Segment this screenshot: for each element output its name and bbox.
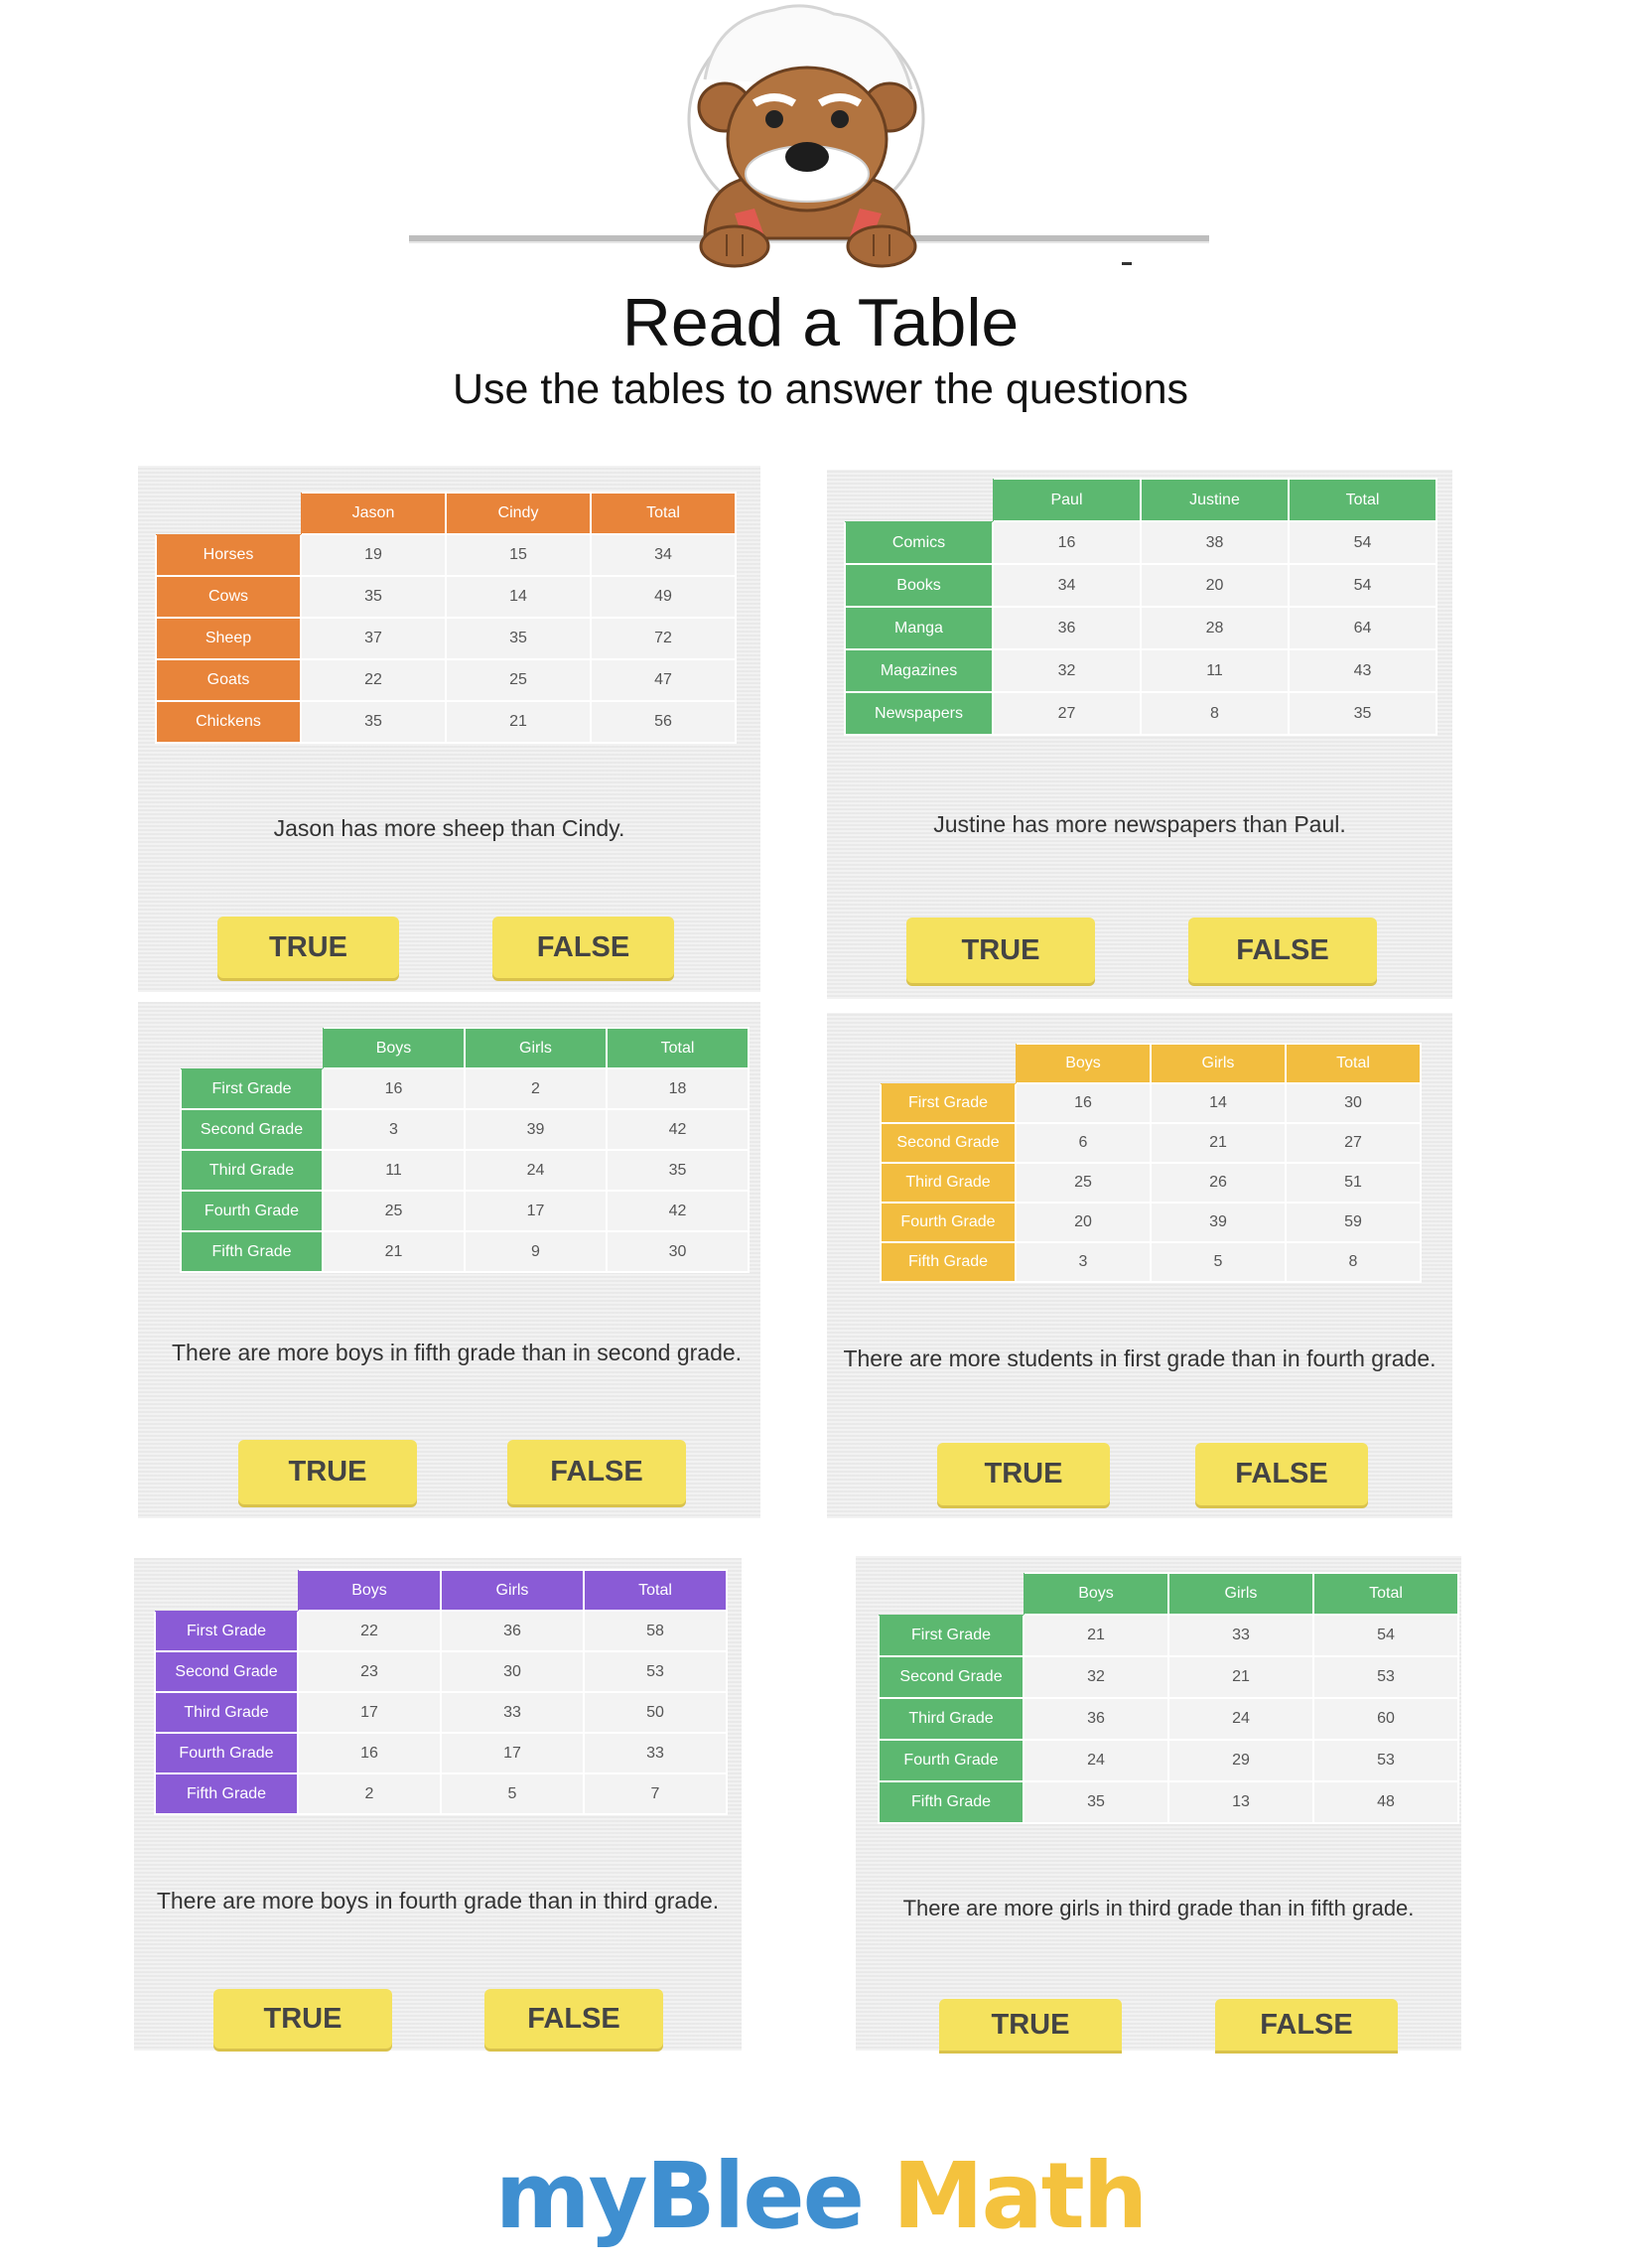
table-cell: 16: [298, 1733, 441, 1773]
table-cell: 35: [301, 701, 446, 743]
table-cell: 24: [1168, 1698, 1313, 1740]
row-header: First Grade: [881, 1083, 1016, 1123]
table-cell: 33: [584, 1733, 727, 1773]
table-cell: 9: [465, 1231, 607, 1272]
false-button[interactable]: FALSE: [507, 1440, 686, 1504]
row-header: Fourth Grade: [155, 1733, 298, 1773]
row-header: Third Grade: [879, 1698, 1024, 1740]
row-header: Fifth Grade: [879, 1781, 1024, 1823]
table-cell: 21: [446, 701, 591, 743]
true-button[interactable]: TRUE: [937, 1443, 1110, 1505]
table-cell: 43: [1289, 649, 1436, 692]
column-header: Girls: [1168, 1573, 1313, 1615]
data-table: [880, 1043, 1422, 1283]
table-cell: 35: [301, 576, 446, 618]
question-statement: Jason has more sheep than Cindy.: [273, 815, 625, 841]
column-header: Girls: [441, 1570, 584, 1611]
false-button[interactable]: FALSE: [492, 917, 674, 978]
table-cell: 34: [993, 564, 1141, 607]
table-cell: 21: [1024, 1615, 1168, 1656]
table-cell: 50: [584, 1692, 727, 1733]
table-cell: 6: [1016, 1123, 1151, 1163]
table-cell: 60: [1313, 1698, 1458, 1740]
table-cell: 23: [298, 1651, 441, 1692]
column-header: Total: [1289, 479, 1436, 521]
table-cell: 15: [446, 534, 591, 576]
question-statement: There are more boys in fourth grade than in third grade.: [156, 1888, 720, 1914]
page-title: Read a Table: [621, 285, 1020, 360]
data-table: [844, 478, 1437, 736]
table-cell: 17: [465, 1191, 607, 1231]
table-cell: 35: [446, 618, 591, 659]
row-header: Books: [845, 564, 993, 607]
table-cell: 51: [1286, 1163, 1421, 1203]
row-header: Fourth Grade: [881, 1203, 1016, 1242]
table-corner: [181, 1028, 323, 1068]
table-cell: 72: [591, 618, 736, 659]
table-cell: 36: [1024, 1698, 1168, 1740]
column-header: Justine: [1141, 479, 1289, 521]
false-button[interactable]: FALSE: [1188, 918, 1377, 983]
table-cell: 17: [298, 1692, 441, 1733]
row-header: First Grade: [155, 1611, 298, 1651]
data-table: [154, 1569, 728, 1815]
column-header: Total: [1286, 1044, 1421, 1083]
row-header: Third Grade: [881, 1163, 1016, 1203]
table-cell: 20: [1016, 1203, 1151, 1242]
column-header: Total: [591, 493, 736, 534]
row-header: First Grade: [181, 1068, 323, 1109]
row-header: Sheep: [156, 618, 301, 659]
question-statement: Justine has more newspapers than Paul.: [933, 811, 1346, 837]
table-cell: 16: [323, 1068, 465, 1109]
table-cell: 54: [1313, 1615, 1458, 1656]
table-cell: 49: [591, 576, 736, 618]
row-header: Fifth Grade: [155, 1773, 298, 1814]
table-cell: 28: [1141, 607, 1289, 649]
table-cell: 22: [301, 659, 446, 701]
table-cell: 42: [607, 1191, 749, 1231]
column-header: Boys: [1024, 1573, 1168, 1615]
table-cell: 54: [1289, 521, 1436, 564]
row-header: Goats: [156, 659, 301, 701]
table-cell: 53: [1313, 1740, 1458, 1781]
false-button[interactable]: FALSE: [1195, 1443, 1368, 1505]
row-header: Third Grade: [155, 1692, 298, 1733]
table-cell: 54: [1289, 564, 1436, 607]
row-header: Fourth Grade: [181, 1191, 323, 1231]
table-cell: 25: [1016, 1163, 1151, 1203]
column-header: Total: [1313, 1573, 1458, 1615]
table-cell: 27: [1286, 1123, 1421, 1163]
table-cell: 42: [607, 1109, 749, 1150]
table-cell: 18: [607, 1068, 749, 1109]
table-cell: 24: [465, 1150, 607, 1191]
question-card-5: [134, 1558, 742, 2051]
table-corner: [845, 479, 993, 521]
myblee-math-logo: [0, 2143, 1641, 2249]
true-button[interactable]: TRUE: [939, 1999, 1122, 2051]
true-button[interactable]: TRUE: [213, 1989, 392, 2049]
table-cell: 39: [1151, 1203, 1286, 1242]
table-cell: 64: [1289, 607, 1436, 649]
table-cell: 27: [993, 692, 1141, 735]
table-cell: 20: [1141, 564, 1289, 607]
table-cell: 53: [1313, 1656, 1458, 1698]
row-header: Magazines: [845, 649, 993, 692]
question-statement: There are more boys in fifth grade than in second grade.: [172, 1340, 743, 1365]
column-header: Boys: [323, 1028, 465, 1068]
row-header: Fifth Grade: [181, 1231, 323, 1272]
table-cell: 21: [1168, 1656, 1313, 1698]
column-header: Total: [607, 1028, 749, 1068]
table-corner: [881, 1044, 1016, 1083]
question-card-2: [827, 470, 1452, 999]
true-button[interactable]: TRUE: [906, 918, 1095, 983]
logo-part-myblee: myBlee: [494, 2143, 864, 2249]
false-button[interactable]: FALSE: [484, 1989, 663, 2049]
table-cell: 5: [1151, 1242, 1286, 1282]
table-cell: 30: [607, 1231, 749, 1272]
table-cell: 2: [298, 1773, 441, 1814]
row-header: Second Grade: [181, 1109, 323, 1150]
row-header: Third Grade: [181, 1150, 323, 1191]
table-cell: 32: [1024, 1656, 1168, 1698]
table-cell: 13: [1168, 1781, 1313, 1823]
row-header: Fifth Grade: [881, 1242, 1016, 1282]
table-cell: 3: [1016, 1242, 1151, 1282]
table-cell: 47: [591, 659, 736, 701]
table-cell: 35: [1024, 1781, 1168, 1823]
question-card-3: [138, 1002, 760, 1518]
table-corner: [156, 493, 301, 534]
row-header: Second Grade: [879, 1656, 1024, 1698]
table-cell: 53: [584, 1651, 727, 1692]
row-header: Second Grade: [881, 1123, 1016, 1163]
table-cell: 3: [323, 1109, 465, 1150]
table-cell: 16: [993, 521, 1141, 564]
table-cell: 16: [1016, 1083, 1151, 1123]
table-cell: 7: [584, 1773, 727, 1814]
row-header: Horses: [156, 534, 301, 576]
table-cell: 35: [607, 1150, 749, 1191]
table-cell: 11: [1141, 649, 1289, 692]
table-cell: 32: [993, 649, 1141, 692]
true-button[interactable]: TRUE: [217, 917, 399, 978]
table-cell: 33: [441, 1692, 584, 1733]
table-cell: 21: [323, 1231, 465, 1272]
table-cell: 37: [301, 618, 446, 659]
table-cell: 35: [1289, 692, 1436, 735]
row-header: Cows: [156, 576, 301, 618]
data-table: [180, 1027, 750, 1273]
table-cell: 25: [323, 1191, 465, 1231]
row-header: Newspapers: [845, 692, 993, 735]
logo-part-math: Math: [892, 2143, 1147, 2249]
true-button[interactable]: TRUE: [238, 1440, 417, 1504]
table-cell: 22: [298, 1611, 441, 1651]
table-cell: 56: [591, 701, 736, 743]
table-cell: 30: [1286, 1083, 1421, 1123]
false-button[interactable]: FALSE: [1215, 1999, 1398, 2051]
table-cell: 5: [441, 1773, 584, 1814]
table-cell: 14: [446, 576, 591, 618]
question-card-6: [856, 1556, 1461, 2051]
row-header: Chickens: [156, 701, 301, 743]
column-header: Girls: [1151, 1044, 1286, 1083]
question-statement: There are more students in first grade than in fourth grade.: [843, 1346, 1436, 1371]
table-cell: 34: [591, 534, 736, 576]
column-header: Girls: [465, 1028, 607, 1068]
table-cell: 39: [465, 1109, 607, 1150]
page-subtitle: Use the tables to answer the questions: [453, 365, 1188, 413]
table-cell: 21: [1151, 1123, 1286, 1163]
column-header: Boys: [1016, 1044, 1151, 1083]
table-cell: 2: [465, 1068, 607, 1109]
table-cell: 11: [323, 1150, 465, 1191]
question-card-4: [827, 1013, 1452, 1518]
table-cell: 33: [1168, 1615, 1313, 1656]
table-cell: 58: [584, 1611, 727, 1651]
data-table: [878, 1572, 1459, 1824]
column-header: Boys: [298, 1570, 441, 1611]
table-corner: [879, 1573, 1024, 1615]
column-header: Paul: [993, 479, 1141, 521]
row-header: First Grade: [879, 1615, 1024, 1656]
bear-mascot-illustration: [407, 0, 1211, 273]
table-cell: 14: [1151, 1083, 1286, 1123]
column-header: Cindy: [446, 493, 591, 534]
column-header: Jason: [301, 493, 446, 534]
row-header: Fourth Grade: [879, 1740, 1024, 1781]
table-cell: 26: [1151, 1163, 1286, 1203]
table-cell: 25: [446, 659, 591, 701]
table-corner: [155, 1570, 298, 1611]
table-cell: 24: [1024, 1740, 1168, 1781]
question-card-1: [138, 466, 760, 992]
row-header: Second Grade: [155, 1651, 298, 1692]
table-cell: 19: [301, 534, 446, 576]
question-statement: There are more girls in third grade than in fifth grade.: [902, 1896, 1415, 1920]
table-cell: 59: [1286, 1203, 1421, 1242]
table-cell: 36: [993, 607, 1141, 649]
table-cell: 8: [1286, 1242, 1421, 1282]
table-cell: 29: [1168, 1740, 1313, 1781]
table-cell: 36: [441, 1611, 584, 1651]
table-cell: 30: [441, 1651, 584, 1692]
row-header: Comics: [845, 521, 993, 564]
row-header: Manga: [845, 607, 993, 649]
column-header: Total: [584, 1570, 727, 1611]
table-cell: 17: [441, 1733, 584, 1773]
table-cell: 8: [1141, 692, 1289, 735]
table-cell: 38: [1141, 521, 1289, 564]
data-table: [155, 492, 737, 744]
table-cell: 48: [1313, 1781, 1458, 1823]
